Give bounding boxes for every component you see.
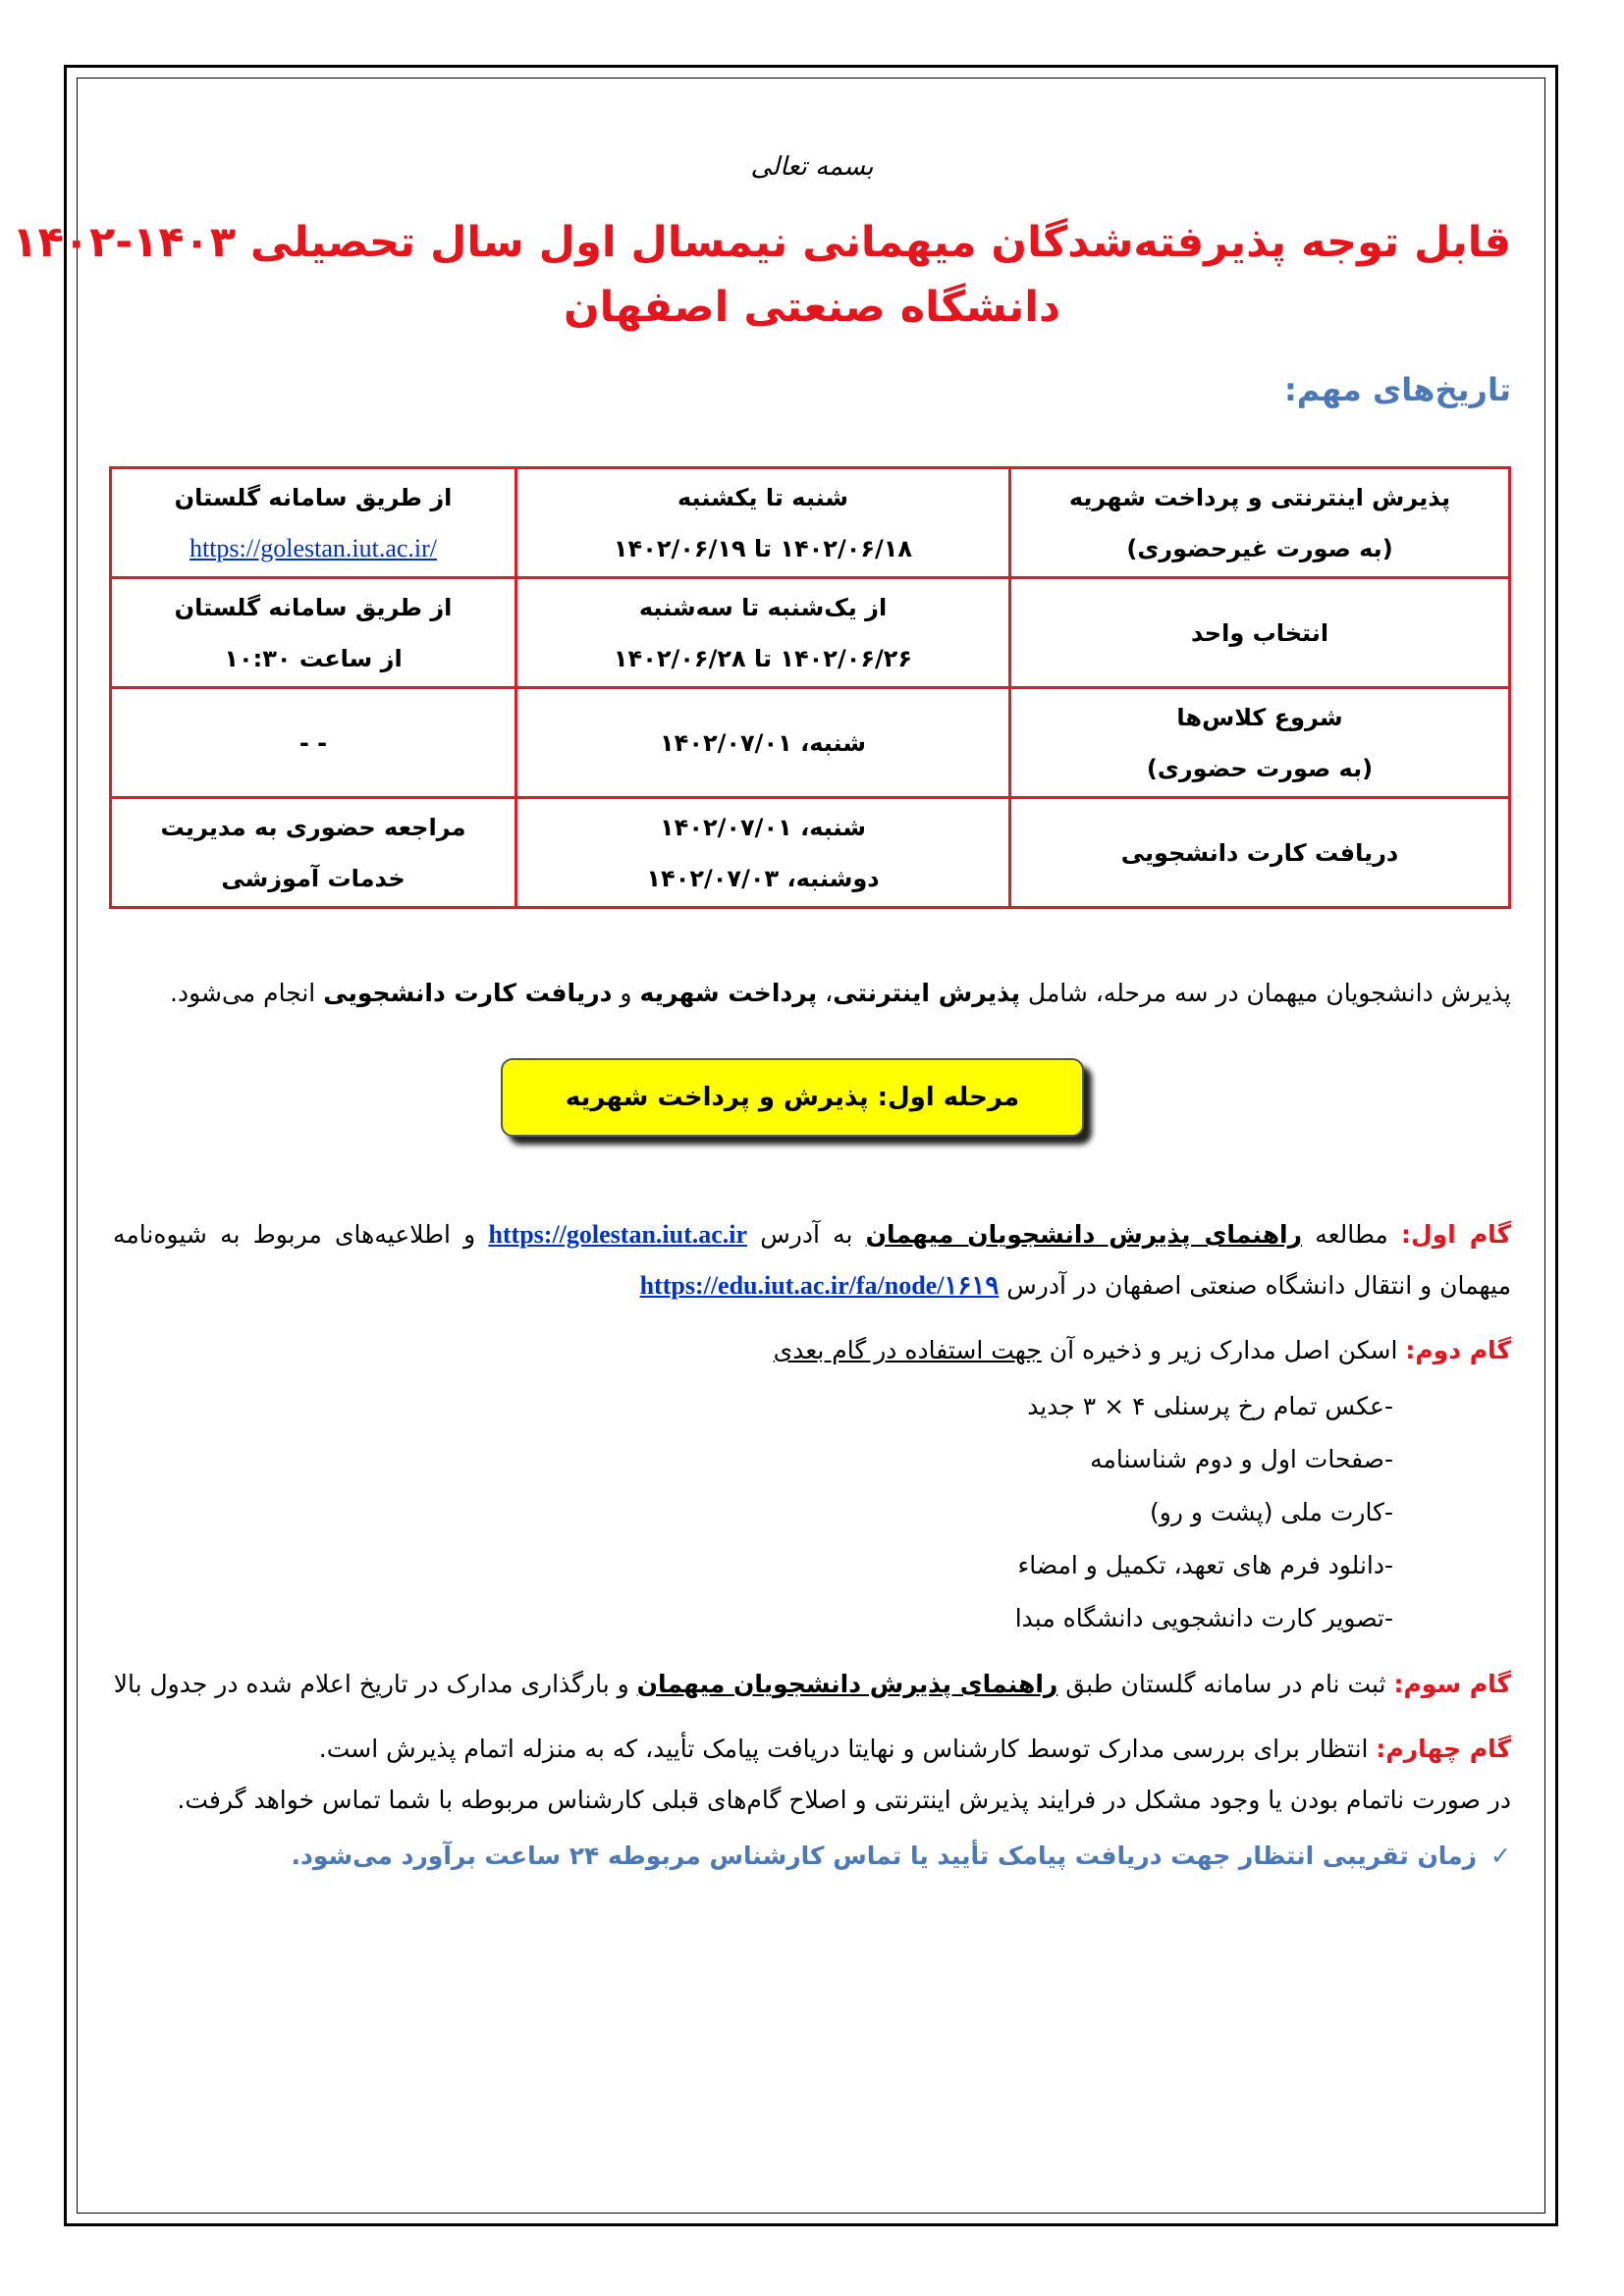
waiting-time-note: ✓زمان تقریبی انتظار جهت دریافت پیامک تأیید یا تماس کارشناس مربوطه ۲۴ ساعت برآورد می‌شود. — [291, 1842, 1511, 1870]
list-item: -صفحات اول و دوم شناسنامه — [1090, 1445, 1393, 1473]
table-row — [111, 578, 1510, 688]
list-item: -دانلود فرم های تعهد، تکمیل و امضاء — [1017, 1551, 1393, 1579]
title-line-1: قابل توجه پذیرفته‌شدگان میهمانی نیمسال اول سال تحصیلی ۱۴۰۳-۱۴۰۲ — [12, 218, 1511, 267]
important-dates-heading: تاریخ‌های مهم: — [1283, 371, 1511, 408]
method-cell: - - — [111, 688, 516, 798]
activity-cell: شروع کلاس‌ها (به صورت حضوری) — [1010, 688, 1510, 798]
step-4-label: گام چهارم: — [1376, 1735, 1511, 1763]
step-1-label: گام اول: — [1401, 1220, 1512, 1249]
golestan-address-link[interactable]: https://golestan.iut.ac.ir — [488, 1220, 748, 1249]
activity-cell: انتخاب واحد — [1010, 578, 1510, 688]
document-body — [12, 137, 1512, 1879]
edu-node-link[interactable]: https://edu.iut.ac.ir/fa/node/۱۶۱۹ — [639, 1271, 1000, 1300]
step-3: گام سوم: ثبت نام در سامانه گلستان طبق راهنمای پذیرش دانشجویان میهمان و بارگذاری مدارک در تاریخ اعلام شده در جدول بالا — [113, 1670, 1511, 1698]
date-cell: شنبه، ۱۴۰۲/۰۷/۰۱ دوشنبه، ۱۴۰۲/۰۷/۰۳ — [516, 798, 1010, 908]
important-dates-table — [109, 466, 1511, 909]
stage-1-banner: مرحله اول: پذیرش و پرداخت شهریه — [501, 1058, 1084, 1137]
step-4: گام چهارم: انتظار برای بررسی مدارک توسط کارشناس و نهایتا دریافت پیامک تأیید، که به منزله اتمام پذیرش است. در صورت ناتمام بودن یا وجود مشکل در فرایند پذیرش اینترنتی و اصلاح گام‌های قبلی کارشناس مربوطه با شما تماس خواهد گرفت. — [177, 1735, 1511, 1814]
intro-paragraph: پذیرش دانشجویان میهمان در سه مرحله، شامل پذیرش اینترنتی، پرداخت شهریه و دریافت کارت دانشجویی انجام می‌شود. — [170, 979, 1511, 1007]
guest-admission-guide-link[interactable]: راهنمای پذیرش دانشجویان میهمان — [865, 1220, 1303, 1249]
step-3-label: گام سوم: — [1393, 1670, 1511, 1698]
date-cell: از یک‌شنبه تا سه‌شنبه ۱۴۰۲/۰۶/۲۶ تا ۱۴۰۲/۰۶/۲۸ — [516, 578, 1010, 688]
stage-banner-wrap — [113, 1058, 1511, 1196]
date-cell: شنبه، ۱۴۰۲/۰۷/۰۱ — [516, 688, 1010, 798]
table-row — [111, 688, 1510, 798]
activity-cell: دریافت کارت دانشجویی — [1010, 798, 1510, 908]
method-cell: از طریق سامانه گلستان از ساعت ۱۰:۳۰ — [111, 578, 516, 688]
list-item: -عکس تمام رخ پرسنلی ۴ × ۳ جدید — [1027, 1392, 1393, 1420]
method-cell: مراجعه حضوری به مدیریت خدمات آموزشی — [111, 798, 516, 908]
required-documents-list — [113, 1380, 1511, 1645]
title-line-2: دانشگاه صنعتی اصفهان — [563, 283, 1061, 332]
table-row — [111, 468, 1510, 578]
list-item: -کارت ملی (پشت و رو) — [1150, 1498, 1393, 1526]
step-1: گام اول: مطالعه راهنمای پذیرش دانشجویان میهمان به آدرس https://golestan.iut.ac.ir و اطلاعیه‌های مربوط به شیوه‌نامه میهمان و انتقال دانشگاه صنعتی اصفهان در آدرس https://edu.iut.ac.ir/fa/node/۱۶۱۹ — [113, 1220, 1512, 1300]
basmala: بسمه تعالی — [750, 152, 874, 182]
activity-cell: پذیرش اینترنتی و پرداخت شهریه (به صورت غیرحضوری) — [1010, 468, 1510, 578]
golestan-link[interactable]: https://golestan.iut.ac.ir/ — [189, 533, 437, 562]
method-cell: از طریق سامانه گلستان https://golestan.iut.ac.ir/ — [111, 468, 516, 578]
date-cell: شنبه تا یکشنبه ۱۴۰۲/۰۶/۱۸ تا ۱۴۰۲/۰۶/۱۹ — [516, 468, 1010, 578]
guest-admission-guide-link-2[interactable]: راهنمای پذیرش دانشجویان میهمان — [636, 1670, 1058, 1698]
check-icon: ✓ — [1490, 1842, 1511, 1870]
list-item: -تصویر کارت دانشجویی دانشگاه مبدا — [1014, 1604, 1393, 1632]
table-row — [111, 798, 1510, 908]
step-2: گام دوم: اسکن اصل مدارک زیر و ذخیره آن جهت استفاده در گام بعدی — [773, 1336, 1511, 1364]
step-2-label: گام دوم: — [1405, 1336, 1511, 1364]
page-title — [12, 210, 1511, 340]
